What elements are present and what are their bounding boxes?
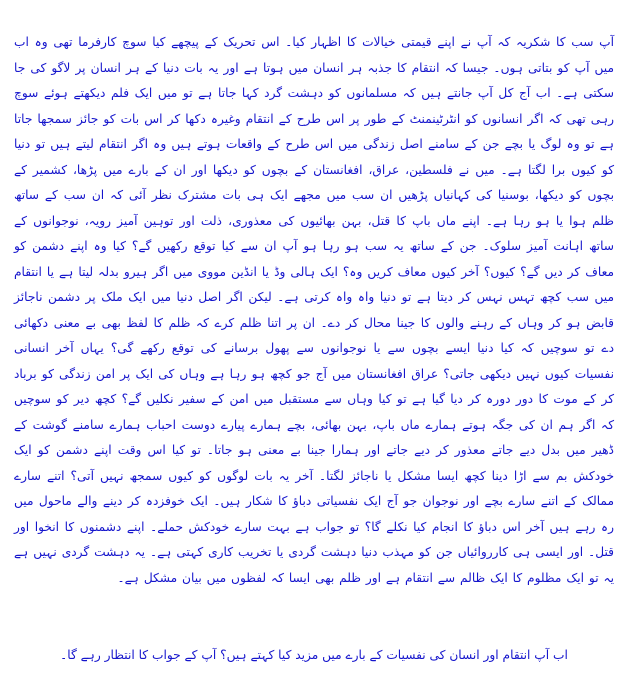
post-closing-line: اب آپ انتقام اور انسان کی نفسیات کے بارے میں مزید کیا کہتے ہیں؟ آپ کے جواب کا انتظار رہے گا۔	[60, 648, 568, 662]
post-body	[14, 30, 614, 591]
post-paragraph: آپ سب کا شکریہ کہ آپ نے اپنے قیمتی خیالات کا اظہار کیا۔ اس تحریک کے پیچھے کیا سوچ کارفرما تھی وہ اب میں آپ کو بتاتی ہوں۔ جیسا کہ انتقام کا جذبہ ہر انسان میں ہوتا ہے اور یہ بات دنیا کے ہر انسان پر لاگو کی جا سکتی ہے۔ اب آج کل آپ جانتے ہیں کہ مسلمانوں کو دہشت گرد کہا جاتا ہے تو میں ایک فلم دیکھتے ہوئے سوچ رہی تھی کہ اگر انسانوں کو انٹرٹینمنٹ کے طور پر اس طرح کے انتقام وغیرہ دکھا کر اس بات کو جائز سمجھا جاتا ہے تو وہ لوگ یا بچے جن کے سامنے اصل زندگی میں اس طرح کے واقعات ہوتے ہیں وہ اگر انتقام لیتے ہیں تو دنیا کو کیوں برا لگتا ہے۔ میں نے فلسطین، عراق، افغانستان کے بچوں کو دیکھا اور ان کے بارے میں پڑھا، کشمیر کے بچوں کو دیکھا، بوسنیا کی کہانیاں پڑھیں ان سب میں مجھے ایک ہی بات مشترک نظر آئی کہ ان سب کے ساتھ ظلم ہوا یا ہو رہا ہے۔ اپنے ماں باپ کا قتل، بہن بھائیوں کی معذوری، ذلت اور توہین آمیز رویہ، نوجوانوں کے ساتھ اہانت آمیز سلوک۔ جن کے ساتھ یہ سب ہو رہا ہو آپ ان سے کیا توقع رکھیں گے؟ کیا وہ اپنے دشمن کو معاف کر دیں گے؟ کیوں؟ آخر کیوں معاف کریں وہ؟ ایک ہالی وڈ یا انڈین مووی میں اگر ہیرو بدلہ لیتا ہے یا انتقام میں سب کچھ تہس نہس کر دیتا ہے تو دنیا واہ واہ کرتی ہے۔ لیکن اگر اصل دنیا میں ایک ملک پر دشمن ناجائز قابض ہو کر وہاں کے رہنے والوں کا جینا محال کر دے۔ ان پر اتنا ظلم کرے کہ ظلم کا لفظ بھی بے معنی دکھائی دے تو سوچیں کہ کیا دنیا ایسے بچوں سے یا نوجوانوں سے پھول برسانے کی توقع رکھے گی؟ یہاں آخر انسانی نفسیات کیوں نہیں دیکھی جاتی؟ عراق افغانستان میں آج جو کچھ ہو رہا ہے وہاں کی ایک پر امن زندگی کو برباد کر کے موت کا دور دورہ کر دیا گیا ہے تو کیا وہاں سے مستقبل میں امن کے سفیر نکلیں گے؟ کچھ دیر کو سوچیں کہ اگر ہم ان کی جگہ ہوتے ہمارے ماں باپ، بہن بھائی، بچے ہمارے پیارے دوست احباب ہمارے سامنے گوشت کے ڈھیر میں بدل دیے جاتے معذور کر دیے جاتے اور ہمارا جینا بے معنی ہو جاتا۔ تو کیا اس وقت اپنے دشمن کو ایک خودکش بم سے اڑا دینا کچھ ایسا مشکل یا ناجائز لگتا۔ آخر یہ بات لوگوں کو کیوں سمجھ نہیں آتی؟ اتنے سارے ممالک کے اتنے سارے بچے اور نوجوان جو آج ایک نفسیاتی دباؤ کا شکار ہیں۔ ایک خوفزدہ کر دینے والے ماحول میں رہ رہے ہیں آخر اس دباؤ کا انجام کیا نکلے گا؟ تو جواب ہے بہت سارے خودکش حملے۔ اپنے دشمنوں کا انخوا اور قتل۔ اور ایسی ہی کارروائیاں جن کو مہذب دنیا دہشت گردی یا تخریب کاری کہتی ہے۔ یہ دہشت گردی نہیں ہے یہ تو ایک مظلوم کا ایک ظالم سے انتقام ہے اور ظلم بھی ایسا کہ لفظوں میں بیان مشکل ہے۔	[14, 35, 614, 585]
